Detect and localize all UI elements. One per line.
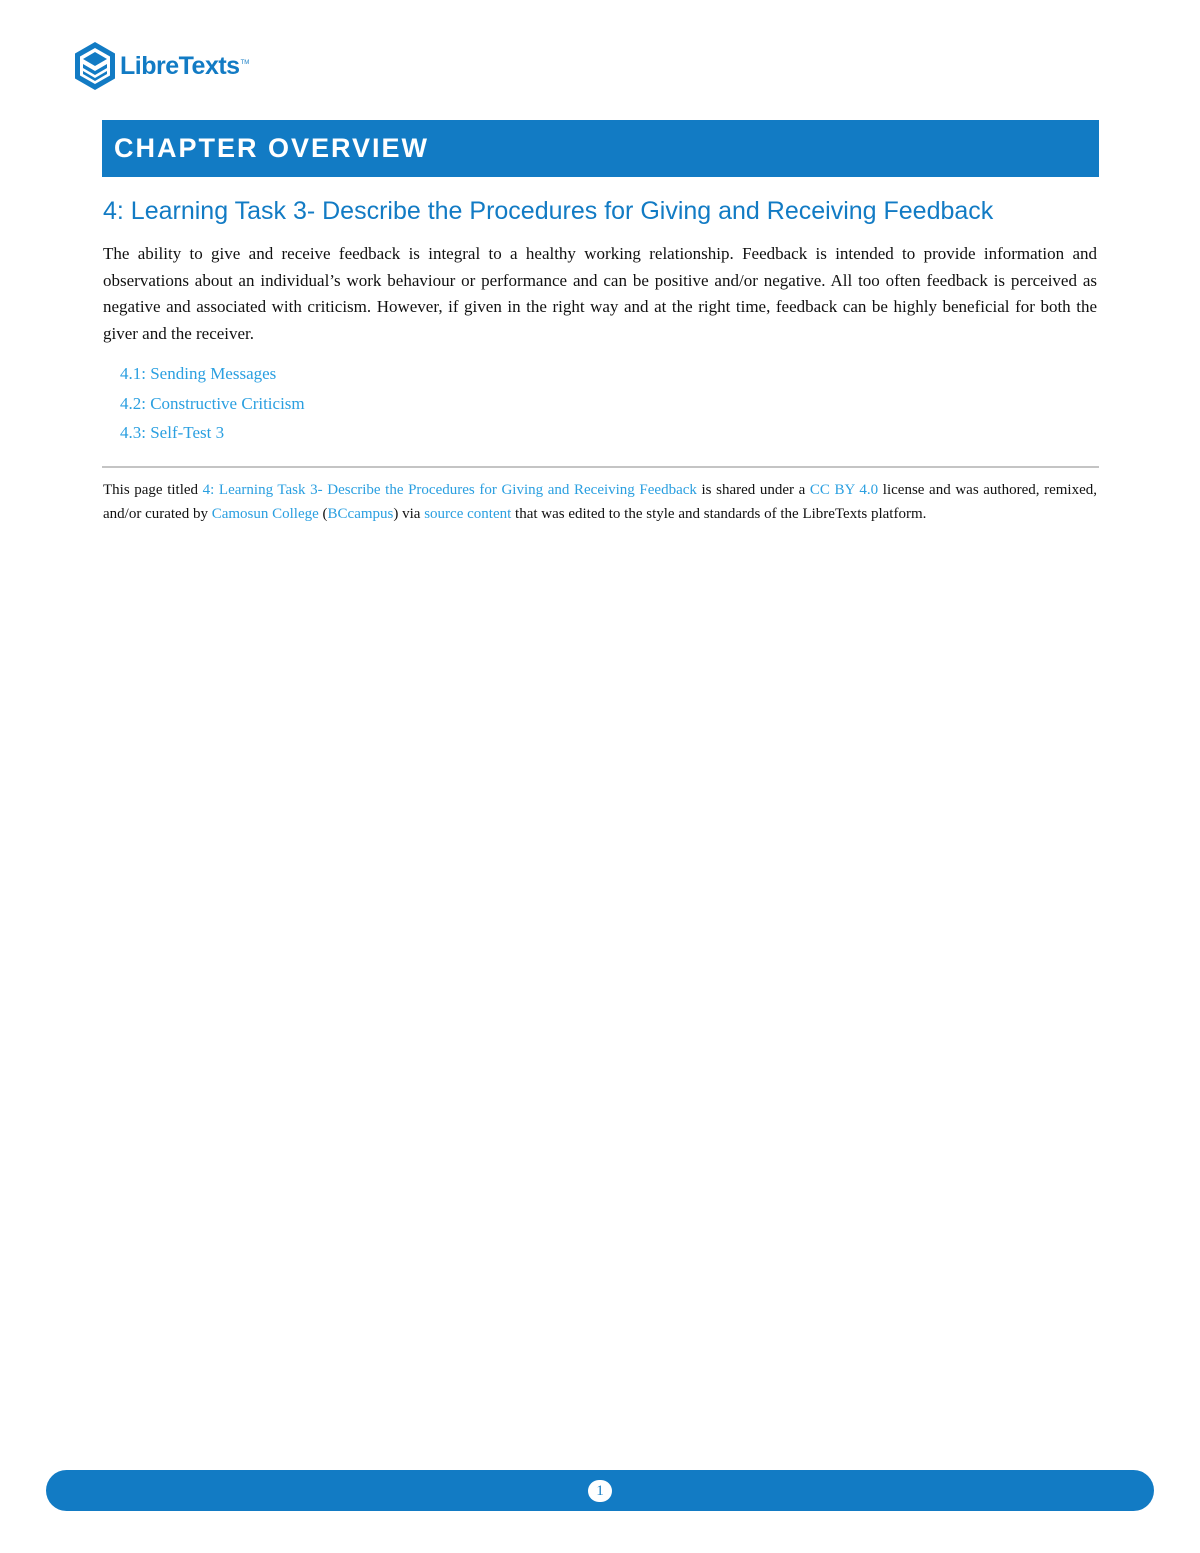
footer-org-link[interactable]: BCcampus bbox=[327, 505, 394, 522]
chapter-intro: The ability to give and receive feedback is integral to a healthy working relationship. Feedback is intended to provide information and observations about an individual’s work behaviour or performance and can be positive and/or negative. All too often feedback is perceived as negative and associated with criticism. However, if given in the right way and at the right time, feedback can be highly beneficial for both the giver and the receiver. bbox=[103, 244, 1097, 343]
logo-trademark: TM bbox=[240, 60, 250, 66]
toc-link-self-test-3[interactable]: 4.3: Self-Test 3 bbox=[120, 423, 225, 442]
footer-author-link[interactable]: Camosun College bbox=[211, 505, 319, 522]
toc-link-constructive-criticism[interactable]: 4.2: Constructive Criticism bbox=[120, 393, 305, 413]
chapter-title: 4: Learning Task 3- Describe the Procedures for Giving and Receiving Feedback bbox=[103, 197, 994, 225]
footer-page-link[interactable]: 4: Learning Task 3- Describe the Procedures for Giving and Receiving Feedback bbox=[202, 482, 697, 498]
libretexts-logo[interactable] bbox=[72, 40, 249, 92]
footer-authored-text: license and was authored, remixed, and/or curated by bbox=[103, 482, 1097, 522]
footer-paren-open: ( bbox=[318, 505, 328, 522]
footer-via-text: ) via bbox=[393, 505, 425, 522]
toc-item bbox=[120, 359, 1097, 389]
footer-suffix: that was edited to the style and standards of the LibreTexts platform. bbox=[511, 505, 927, 522]
toc-item bbox=[120, 389, 1097, 419]
chapter-content bbox=[103, 193, 1097, 448]
footer-license-link[interactable]: CC BY 4.0 bbox=[809, 482, 879, 498]
banner-label: CHAPTER OVERVIEW bbox=[114, 133, 430, 163]
logo-wordmark: LibreTexts bbox=[120, 51, 240, 80]
toc-item bbox=[120, 418, 1097, 448]
page-number: 1 bbox=[588, 1480, 612, 1502]
chapter-toc bbox=[103, 359, 1097, 448]
chapter-overview-banner bbox=[102, 120, 1099, 177]
footer-shared-text: is shared under a bbox=[696, 482, 810, 498]
toc-link-sending-messages[interactable]: 4.1: Sending Messages bbox=[120, 364, 277, 383]
divider bbox=[102, 466, 1099, 468]
footer-prefix: This page titled bbox=[103, 482, 203, 498]
footer-source-link[interactable]: source content bbox=[424, 505, 512, 522]
license-footer bbox=[103, 479, 1097, 526]
libretexts-hexagon-icon bbox=[72, 40, 118, 92]
